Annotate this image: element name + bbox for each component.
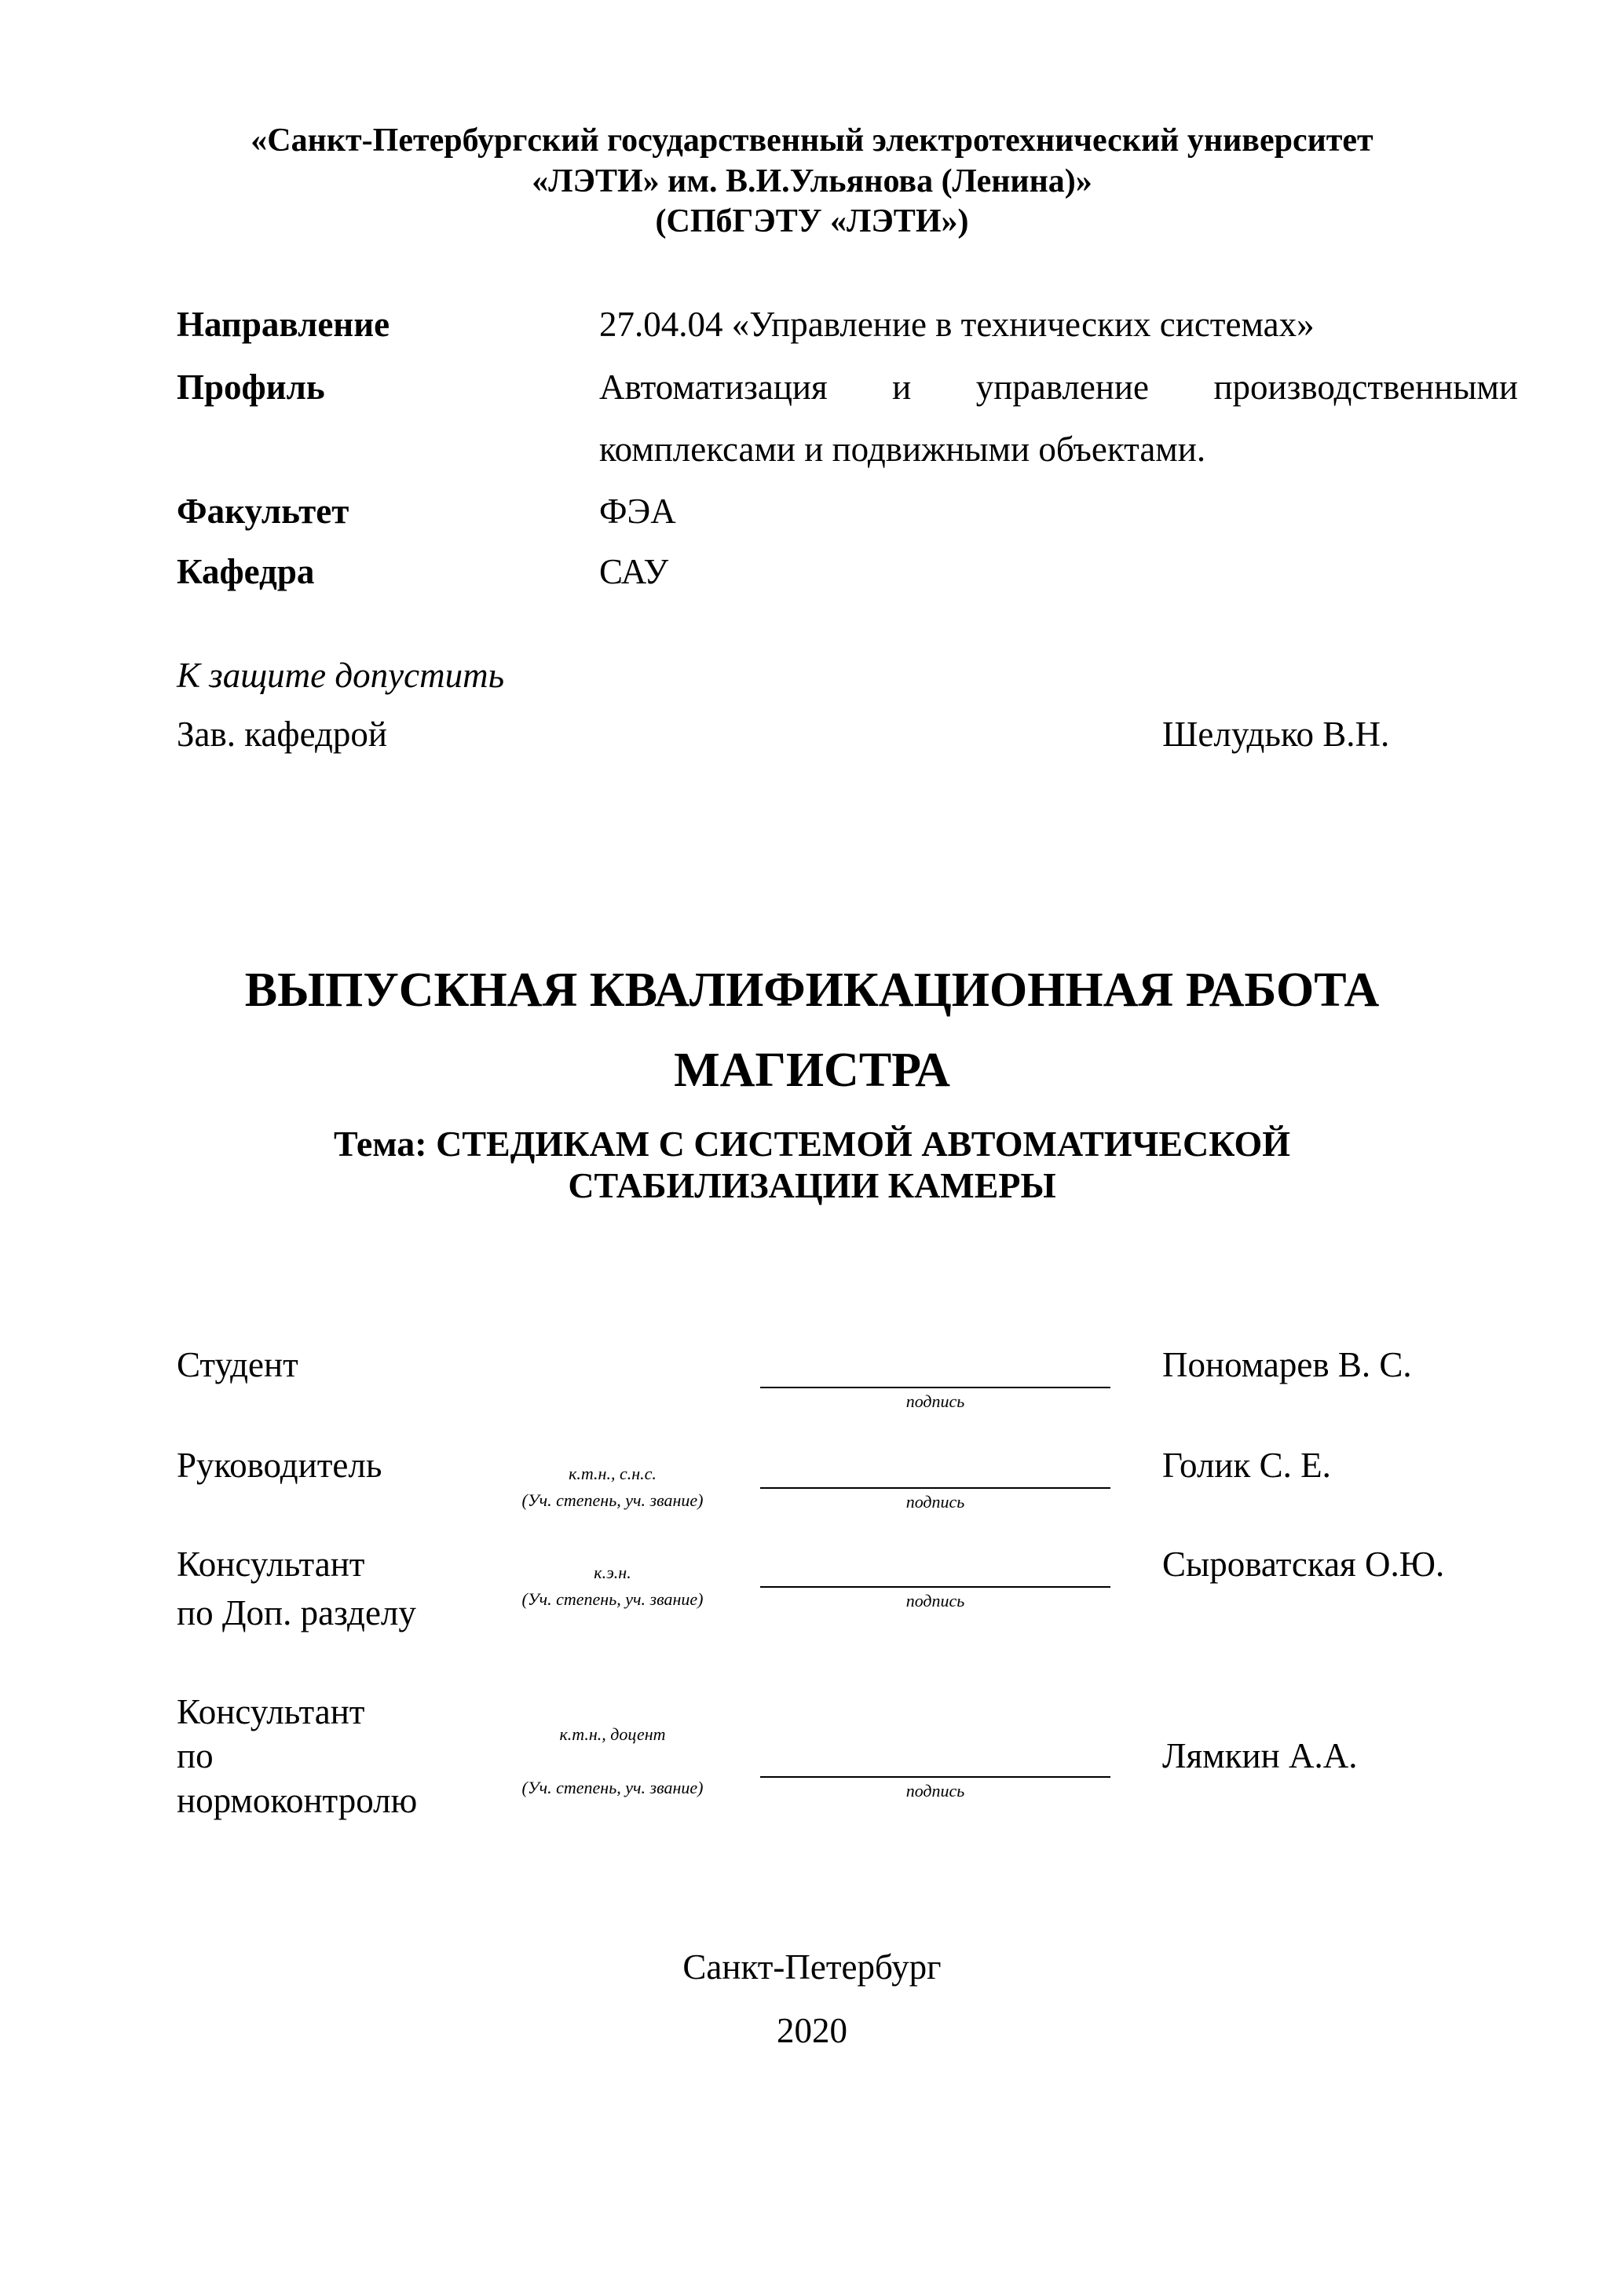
head-of-department-name: Шелудько В.Н.	[1162, 715, 1390, 754]
student-name: Пономарев В. С.	[1162, 1345, 1412, 1384]
theme-line2: СТАБИЛИЗАЦИИ КАМЕРЫ	[568, 1165, 1056, 1205]
normcontrol-name: Лямкин А.А.	[1162, 1736, 1358, 1775]
supervisor-signature-line	[760, 1487, 1110, 1489]
profile-value-line1: Автоматизация и управление производственными	[599, 367, 1518, 407]
theme-line1: Тема: СТЕДИКАМ С СИСТЕМОЙ АВТОМАТИЧЕСКОЙ	[333, 1124, 1291, 1164]
supervisor-role: Руководитель	[177, 1446, 382, 1485]
direction-value: 27.04.04 «Управление в технических системах»	[599, 305, 1315, 344]
consultant-name: Сыроватская О.Ю.	[1162, 1545, 1445, 1584]
document-title-line2: МАГИСТРА	[674, 1044, 950, 1097]
faculty-value: ФЭА	[599, 492, 676, 531]
normcontrol-signature-line	[760, 1776, 1110, 1778]
faculty-label: Факультет	[177, 492, 349, 531]
document-title-line1: ВЫПУСКНАЯ КВАЛИФИКАЦИОННАЯ РАБОТА	[244, 963, 1380, 1017]
city: Санкт-Петербург	[682, 1947, 942, 1987]
normcontrol-role-line2: по	[177, 1736, 214, 1775]
supervisor-degree-caption: (Уч. степень, уч. звание)	[521, 1490, 704, 1510]
supervisor-name: Голик С. Е.	[1162, 1446, 1331, 1485]
normcontrol-signature-caption: подпись	[905, 1781, 965, 1801]
consultant-signature-line	[760, 1586, 1110, 1588]
department-value: САУ	[599, 552, 669, 591]
consultant-degree: к.э.н.	[594, 1563, 631, 1582]
normcontrol-role-line1: Консультант	[177, 1692, 365, 1731]
consultant-signature-caption: подпись	[905, 1591, 965, 1610]
supervisor-signature-caption: подпись	[905, 1492, 965, 1512]
student-role: Студент	[177, 1345, 298, 1384]
approval-label: К защите допустить	[177, 656, 505, 695]
normcontrol-degree: к.т.н., доцент	[559, 1724, 666, 1744]
consultant-role-line1: Консультант	[177, 1545, 365, 1584]
consultant-degree-caption: (Уч. степень, уч. звание)	[521, 1589, 704, 1609]
supervisor-degree: к.т.н., с.н.с.	[569, 1464, 657, 1483]
student-signature-line	[760, 1387, 1110, 1388]
year: 2020	[777, 2011, 847, 2050]
normcontrol-role-line3: нормоконтролю	[177, 1781, 418, 1820]
university-name-line2: «ЛЭТИ» им. В.И.Ульянова (Ленина)»	[532, 163, 1092, 199]
university-abbreviation: (СПбГЭТУ «ЛЭТИ»)	[655, 203, 969, 239]
head-of-department-label: Зав. кафедрой	[177, 715, 387, 754]
direction-label: Направление	[177, 305, 390, 344]
university-name-line1: «Санкт-Петербургский государственный электротехнический университет	[251, 122, 1373, 159]
student-signature-caption: подпись	[905, 1391, 965, 1411]
department-label: Кафедра	[177, 552, 315, 591]
consultant-role-line2: по Доп. разделу	[177, 1593, 416, 1632]
profile-label: Профиль	[177, 367, 325, 407]
normcontrol-degree-caption: (Уч. степень, уч. звание)	[521, 1778, 704, 1797]
profile-value-line2: комплексами и подвижными объектами.	[599, 430, 1206, 469]
